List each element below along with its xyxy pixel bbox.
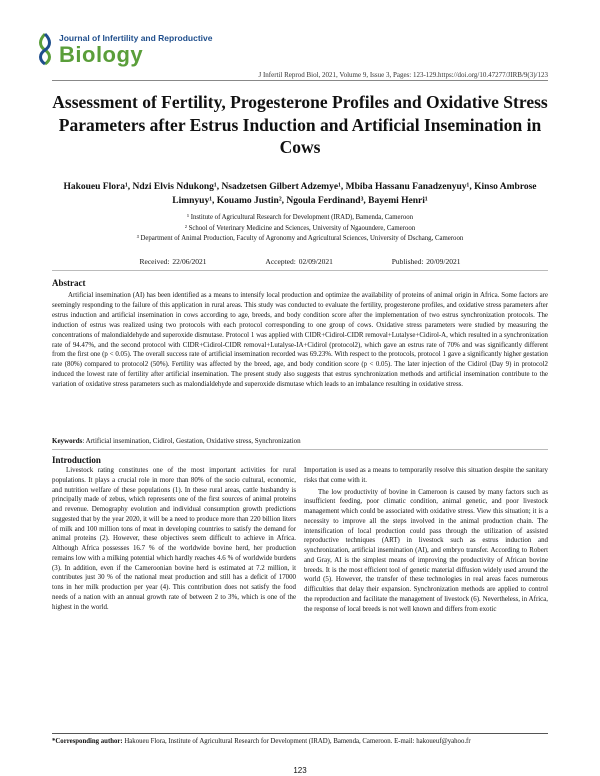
accepted-date: Accepted: 02/09/2021 xyxy=(265,257,333,266)
page-number: 123 xyxy=(293,766,307,775)
corresponding-label: *Corresponding author: xyxy=(52,738,123,745)
introduction-left-column: Livestock rating constitutes one of the most important activities for rural populations. It plays a crucial role in more than 80% of the socio cultural, economic, and nutrition welfare of these populations (1). In these rural areas, cattle husbandry is principally made of zebus, which represents one of the first sources of animal proteins and revenue. Demography evolution and individual consumption growth predictions suggested that by the year 2020, it will be a need to produce more than 220 billion liters of milk and 100 million tons of meat in developing countries to satisfy the demand for animal proteins (2). However, these objectives seem difficult to achieve in Africa. Although Africa possesses 16.7 % of the worldwide bovine herd, her production remains low with a milking potential which hardly reaches 4.6 % of worldwide burdens (3). In addition, even if the Cameroonian bovine herd is estimated at 7.2 million, it contributes just 30 % of the national meat production and still has a deficit of 17000 tons in her milk production per year (4). This contribution does not satisfy the food needs of a nation with an annual growth rate of between 2 to 3%, which is one of the highest in the world. xyxy=(52,467,296,611)
footnote-divider xyxy=(52,733,548,734)
received-date: Received: 22/06/2021 xyxy=(139,257,207,266)
journal-logo xyxy=(35,28,215,72)
published-date: Published: 20/09/2021 xyxy=(391,257,461,266)
intro-right-paragraph-2: The low productivity of bovine in Cameroon is caused by many factors such as insufficient feeding, poor climatic condition, animal genetic, and poor livestock management which could be associated with oxidative stress. View this situation; it is a necessity to improve all the steps involved in the animal production chain. The intensification of local production could pass through the utilization of assisted reproductive techniques (ART) in livestock such as estrus induction and synchronization, artificial insemination (AI), and embryo transfer. According to Robert and Gray, AI is the simplest means of improving the productivity of African bovine breeds. It is the most efficient tool of genetic material diffusion widely used around the world (5). However, the transfer of these technologies in real areas faces numerous difficulties that delay their expansion. Synchronization methods are applied to control the reproduction and facilitate the management of livestock (6). Nevertheless, in Africa, the response of local breeds is not well known and differs from exotic xyxy=(304,488,548,613)
journal-logo-mark-icon xyxy=(35,32,55,66)
affiliation-3: ³ Department of Animal Production, Faculty of Agronomy and Agricultural Sciences, University of Dschang, Cameroon xyxy=(136,235,464,242)
header-divider xyxy=(52,80,548,81)
affiliations xyxy=(52,213,548,245)
citation-line: J Infertil Reprod Biol, 2021, Volume 9, Issue 3, Pages: 123-129.https://doi.org/10.47277/JIRB/9(3)/123 xyxy=(258,71,548,79)
author-list: Hakoueu Flora¹, Ndzi Elvis Ndukong¹, Nsadzetsen Gilbert Adzemye¹, Mbiba Hassanu Fanadzenyuy¹, Kinso Ambrose Limnyuy¹, Kouamo Justin², Ngoula Ferdinand³, Bayemi Henri¹ xyxy=(63,182,537,206)
introduction-heading: Introduction xyxy=(52,455,101,465)
abstract-text: Artificial insemination (AI) has been identified as a means to intensify local production and optimize the availability of proteins of animal origin in Africa. Some factors are seemingly responding to the failure of this application in rural areas. This study was conducted to evaluate the fertility, progesterone profiles, and oxidative stress parameters after estrus induction and artificial insemination in cows according to age, breeds, and body condition score after the implementation of two estrus synchronization protocols. The induction of estrus was realized using two protocols with each protocol corresponding to one group of cows. Oxidative stress parameters were studied by measuring the concentrations of malondialdehyde and superoxide dismutase. Protocol 1 was applied with CIDR+Cidirol-CIDR removal+Lutalyse+Cidirol-A, which resulted in a synchronization rate of 94.47%, and the second protocol with CIDR+Cidirol-CIDR removal+Lutalyse-IA+Cidirol (protocol2), which gave an estrus rate of 70% and was significantly different from the first one (p < 0.05). The overall success rate of artificial insemination recorded was 69.23%. With respect to the protocols, protocol 1 gave a significantly higher gestation rate (80%) compared to protocol2 (50%). Fertility was affected by the breed, age, and body condition score (p < 0.05). The later injection of the Cidirol (Day 9) in protocol2 induced the lowest rate of fertility after artificial insemination. The present study also suggests that estrus synchronization methods and artificial insemination contribute to the variation of oxidative stress parameters such as malondialdehyde and superoxide dismutase which leads to an imbalance resulting in oxidative stress. xyxy=(52,292,548,389)
corresponding-author-note xyxy=(52,737,548,747)
affiliation-2: ² School of Veterinary Medicine and Sciences, University of Ngaoundere, Cameroon xyxy=(184,224,416,232)
keywords-label: Keywords xyxy=(52,437,83,445)
keywords xyxy=(52,437,548,445)
introduction-right-column xyxy=(304,466,548,614)
paper-title: Assessment of Fertility, Progesterone Profiles and Oxidative Stress Parameters after Estrus Induction and Artificial Insemination in Cows xyxy=(52,92,548,157)
affiliation-1: ¹ Institute of Agricultural Research for Development (IRAD), Bamenda, Cameroon xyxy=(186,214,414,221)
corresponding-details: Hakoueu Flora, Institute of Agricultural Research for Development (IRAD), Bamenda, Cameroon. E-mail: hakoueuf@yahoo.fr xyxy=(122,738,471,745)
abstract-heading: Abstract xyxy=(52,278,86,288)
intro-right-paragraph-1: Importation is used as a means to temporarily resolve this situation despite the sanitary risks that come with it. xyxy=(304,467,548,484)
keywords-divider xyxy=(52,449,548,450)
keywords-list: : Artificial insemination, Cidirol, Gestation, Oxidative stress, Synchronization xyxy=(82,437,301,445)
journal-name-line2: Biology xyxy=(59,42,144,67)
dates-divider xyxy=(52,270,548,271)
journal-name-line1: Journal of Infertility and Reproductive xyxy=(59,33,213,43)
publication-dates xyxy=(52,257,548,266)
